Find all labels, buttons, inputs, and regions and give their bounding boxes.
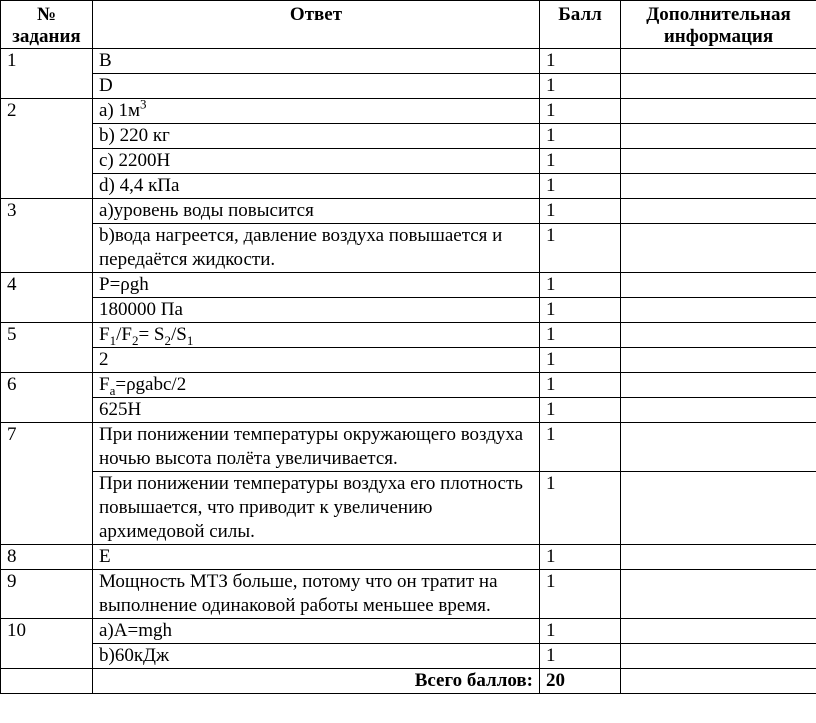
extra-info-cell [621, 323, 816, 348]
subscript: 2 [131, 332, 139, 348]
table-row [1, 619, 816, 644]
table-row [1, 570, 816, 619]
score-cell: 1 [540, 570, 621, 619]
table-row [1, 99, 816, 124]
subscript: a [109, 382, 116, 398]
table-row [1, 74, 816, 99]
answer-cell: b)вода нагреется, давление воздуха повышается и передаётся жидкости. [93, 224, 540, 273]
score-cell: 1 [540, 644, 621, 669]
extra-info-cell [621, 472, 816, 545]
formula-part: =ρgabc/2 [115, 374, 187, 395]
extra-info-cell [621, 373, 816, 398]
extra-info-cell [621, 298, 816, 323]
table-row [1, 323, 816, 348]
answer-cell: b) 220 кг [93, 124, 540, 149]
task-number-cell: 7 [1, 423, 93, 545]
task-number-cell: 3 [1, 199, 93, 273]
score-cell: 1 [540, 49, 621, 74]
table-row [1, 224, 816, 273]
answer-cell: 180000 Па [93, 298, 540, 323]
table-row [1, 174, 816, 199]
score-cell: 1 [540, 224, 621, 273]
table-row [1, 149, 816, 174]
answer-cell: a)уровень воды повысится [93, 199, 540, 224]
score-cell: 1 [540, 545, 621, 570]
subscript: 1 [109, 332, 117, 348]
score-cell: 1 [540, 174, 621, 199]
score-cell: 1 [540, 124, 621, 149]
extra-info-cell [621, 669, 816, 694]
subscript: 1 [186, 332, 194, 348]
table-row [1, 545, 816, 570]
header-task-number: № задания [1, 1, 93, 49]
formula-part: = S [138, 324, 165, 345]
header-extra-info: Дополнительная информация [621, 1, 816, 49]
score-cell: 1 [540, 99, 621, 124]
extra-info-cell [621, 224, 816, 273]
extra-info-cell [621, 74, 816, 99]
header-answer: Ответ [93, 1, 540, 49]
task-number-cell: 5 [1, 323, 93, 373]
task-number-cell: 6 [1, 373, 93, 423]
table-row [1, 398, 816, 423]
extra-info-cell [621, 49, 816, 74]
extra-info-cell [621, 124, 816, 149]
answer-cell: b)60кДж [93, 644, 540, 669]
score-cell: 1 [540, 423, 621, 472]
score-cell: 1 [540, 323, 621, 348]
table-row [1, 124, 816, 149]
empty-cell [1, 669, 93, 694]
extra-info-cell [621, 619, 816, 644]
extra-info-cell [621, 570, 816, 619]
extra-info-cell [621, 149, 816, 174]
table-row [1, 423, 816, 472]
answer-cell: D [93, 74, 540, 99]
answer-cell: d) 4,4 кПа [93, 174, 540, 199]
header-score: Балл [540, 1, 621, 49]
score-cell: 1 [540, 199, 621, 224]
table-row [1, 273, 816, 298]
extra-info-cell [621, 423, 816, 472]
superscript: 3 [140, 96, 147, 112]
score-cell: 1 [540, 472, 621, 545]
score-cell: 1 [540, 74, 621, 99]
extra-info-cell [621, 348, 816, 373]
answer-cell [93, 96, 540, 124]
total-row [1, 669, 816, 694]
formula-part: F [99, 324, 110, 345]
answer-cell: a)A=mgh [93, 619, 540, 644]
table-row [1, 348, 816, 373]
formula-part: F [99, 374, 110, 395]
answer-cell: 2 [93, 348, 540, 373]
answer-cell: 625Н [93, 398, 540, 423]
extra-info-cell [621, 99, 816, 124]
score-cell: 1 [540, 273, 621, 298]
extra-info-cell [621, 644, 816, 669]
formula-part: /F [116, 324, 132, 345]
score-cell: 1 [540, 373, 621, 398]
total-label: Всего баллов: [93, 669, 540, 694]
answer-cell: B [93, 49, 540, 74]
extra-info-cell [621, 174, 816, 199]
score-cell: 1 [540, 398, 621, 423]
answer-cell: При понижении температуры воздуха его плотность повышается, что приводит к увеличению архимедовой силы. [93, 472, 540, 545]
answer-cell: c) 2200Н [93, 149, 540, 174]
table-row [1, 373, 816, 398]
task-number-cell: 4 [1, 273, 93, 323]
score-cell: 1 [540, 619, 621, 644]
answer-text: a) 1м [99, 100, 141, 121]
extra-info-cell [621, 273, 816, 298]
table-row [1, 644, 816, 669]
task-number-cell: 8 [1, 545, 93, 570]
extra-info-cell [621, 398, 816, 423]
score-cell: 1 [540, 348, 621, 373]
table-header-row [1, 1, 816, 49]
table-row [1, 199, 816, 224]
task-number-cell: 10 [1, 619, 93, 669]
answer-cell [93, 323, 540, 348]
task-number-cell: 2 [1, 99, 93, 199]
subscript: 2 [164, 332, 171, 348]
table-row [1, 298, 816, 323]
score-cell: 1 [540, 149, 621, 174]
extra-info-cell [621, 199, 816, 224]
answer-cell: P=ρgh [93, 273, 540, 298]
table-row [1, 472, 816, 545]
formula-part: /S [170, 324, 187, 345]
extra-info-cell [621, 545, 816, 570]
table-row [1, 49, 816, 74]
task-number-cell: 9 [1, 570, 93, 619]
answer-cell: Мощность МТЗ больше, потому что он тратит на выполнение одинаковой работы меньшее время. [93, 570, 540, 619]
answer-cell [93, 373, 540, 398]
total-value: 20 [540, 669, 621, 694]
answer-cell: При понижении температуры окружающего воздуха ночью высота полёта увеличивается. [93, 423, 540, 472]
answer-cell: E [93, 545, 540, 570]
task-number-cell: 1 [1, 49, 93, 99]
score-cell: 1 [540, 298, 621, 323]
